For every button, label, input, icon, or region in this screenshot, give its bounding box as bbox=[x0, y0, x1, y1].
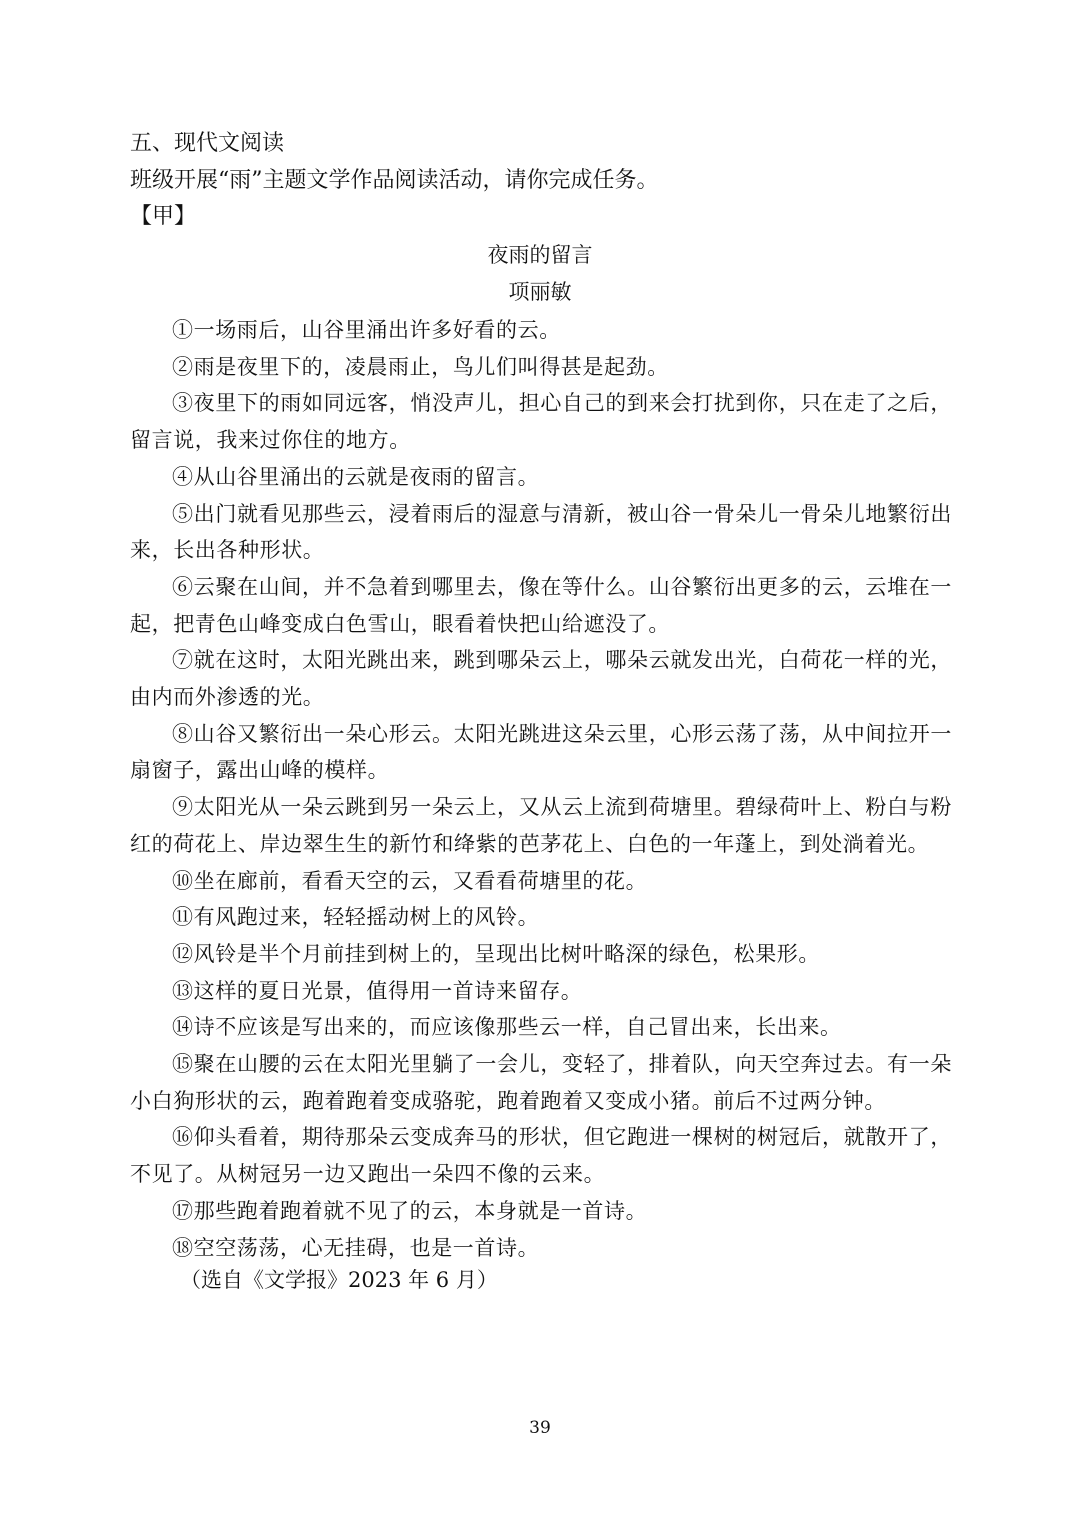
paragraph-8: ⑧山谷又繁衍出一朵心形云。太阳光跳进这朵云里，心形云荡了荡，从中间拉开一扇窗子，露出山峰的模样。 bbox=[130, 721, 952, 783]
page-number: 39 bbox=[529, 1418, 551, 1438]
paragraph-16: ⑯仰头看着，期待那朵云变成奔马的形状，但它跑进一棵树的树冠后，就散开了，不见了。从树冠另一边又跑出一朵四不像的云来。 bbox=[130, 1125, 952, 1187]
paragraph-3: ③夜里下的雨如同远客，悄没声儿，担心自己的到来会打扰到你，只在走了之后，留言说，我来过你住的地方。 bbox=[130, 391, 952, 453]
paragraph-14: ⑭诗不应该是写出来的，而应该像那些云一样，自己冒出来，长出来。 bbox=[172, 1015, 842, 1040]
paragraph-15: ⑮聚在山腰的云在太阳光里躺了一会儿，变轻了，排着队，向天空奔过去。有一朵小白狗形状的云，跑着跑着变成骆驼，跑着跑着又变成小猪。前后不过两分钟。 bbox=[130, 1052, 952, 1113]
paragraph-6: ⑥云聚在山间，并不急着到哪里去，像在等什么。山谷繁衍出更多的云，云堆在一起，把青色山峰变成白色雪山，眼看着快把山给遮没了。 bbox=[130, 574, 952, 636]
article-body bbox=[130, 312, 952, 1266]
paragraph-4: ④从山谷里涌出的云就是夜雨的留言。 bbox=[172, 464, 540, 489]
paragraph-2: ②雨是夜里下的，凌晨雨止，鸟儿们叫得甚是起劲。 bbox=[172, 354, 669, 379]
paragraph-7: ⑦就在这时，太阳光跳出来，跳到哪朵云上，哪朵云就发出光，白荷花一样的光，由内而外渗透的光。 bbox=[130, 648, 952, 710]
paragraph-9: ⑨太阳光从一朵云跳到另一朵云上，又从云上流到荷塘里。碧绿荷叶上、粉白与粉红的荷花上、岸边翠生生的新竹和绛紫的芭茅花上、白色的一年蓬上，到处淌着光。 bbox=[130, 795, 952, 856]
paragraph-12: ⑫风铃是半个月前挂到树上的，呈现出比树叶略深的绿色，松果形。 bbox=[172, 941, 820, 966]
paragraph-13: ⑬这样的夏日光景，值得用一首诗来留存。 bbox=[172, 978, 583, 1003]
part-label: 【甲】 bbox=[130, 204, 197, 229]
paragraph-1: ①一场雨后，山谷里涌出许多好看的云。 bbox=[172, 318, 561, 342]
task-instruction: 班级开展“雨”主题文学作品阅读活动，请你完成任务。 bbox=[130, 168, 659, 193]
article-title: 夜雨的留言 bbox=[487, 243, 593, 267]
article-author: 项丽敏 bbox=[508, 280, 572, 304]
paragraph-10: ⑩坐在廊前，看看天空的云，又看看荷塘里的花。 bbox=[172, 868, 648, 893]
paragraph-18: ⑱空空荡荡，心无挂碍，也是一首诗。 bbox=[172, 1235, 540, 1260]
article-source: （选自《文学报》2023 年 6 月） bbox=[180, 1268, 498, 1292]
section-heading: 五、现代文阅读 bbox=[130, 131, 285, 156]
paragraph-11: ⑪有风跑过来，轻轻摇动树上的风铃。 bbox=[172, 905, 540, 930]
paragraph-5: ⑤出门就看见那些云，浸着雨后的湿意与清新，被山谷一骨朵儿一骨朵儿地繁衍出来，长出各种形状。 bbox=[130, 501, 952, 563]
paragraph-17: ⑰那些跑着跑着就不见了的云，本身就是一首诗。 bbox=[172, 1198, 648, 1223]
